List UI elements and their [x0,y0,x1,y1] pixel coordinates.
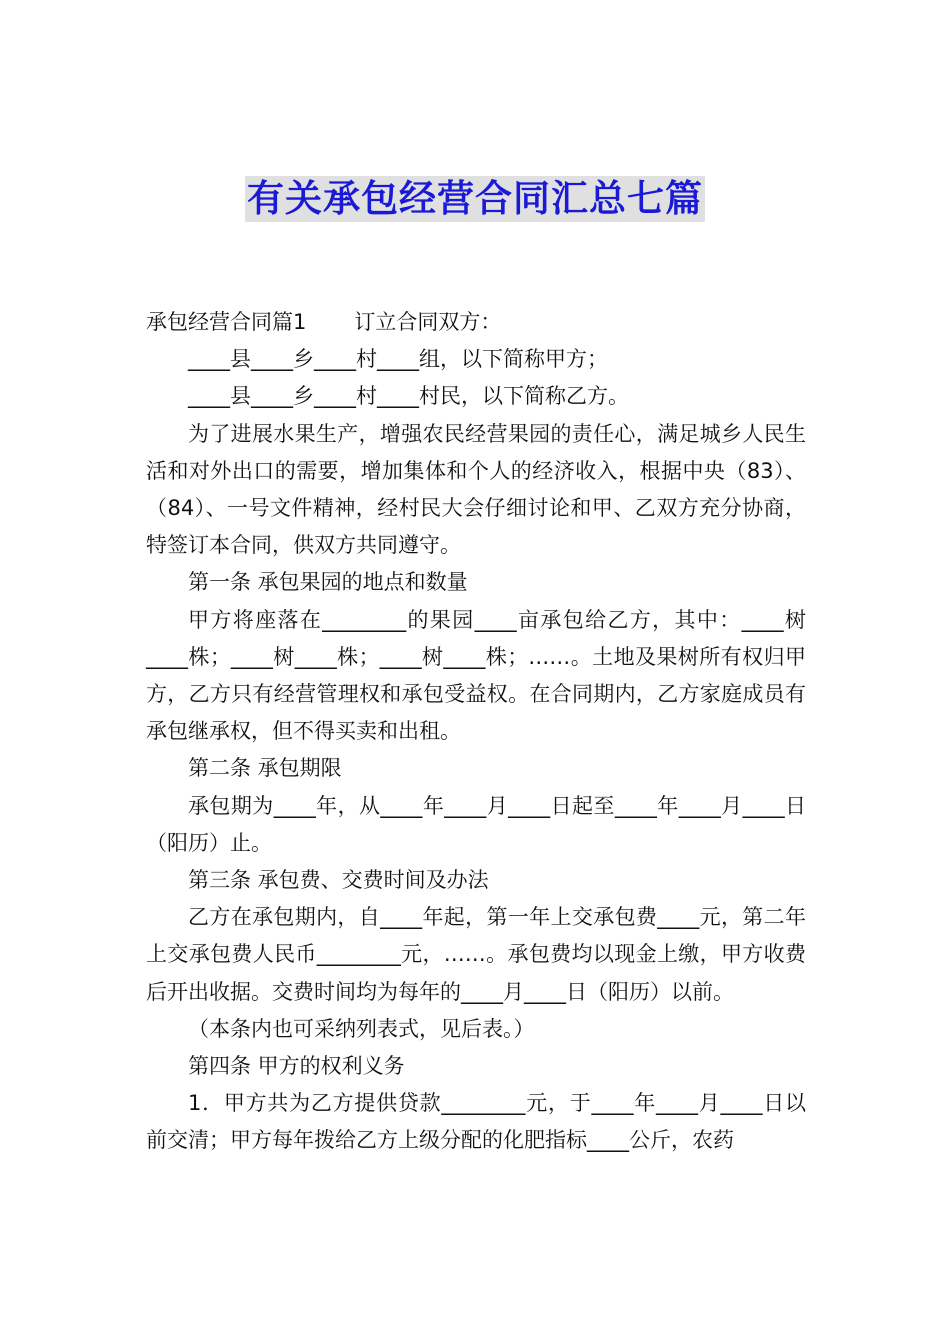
article-3-paragraph: 乙方在承包期内，自____年起，第一年上交承包费____元，第二年上交承包费人民币________元，……。承包费均以现金上缴，甲方收费后开出收据。交费时间均为每年的____月____日（阳历）以前。 [146,905,806,1004]
article-1-paragraph: 甲方将座落在________的果园____亩承包给乙方，其中：____树____株；____树____株；____树____株；……。土地及果树所有权归甲方，乙方只有经营管理权和承包受益权。在合同期内，乙方家庭成员有承包继承权，但不得买卖和出租。 [146,607,806,744]
contract-parties-label: 订立合同双方： [354,310,502,334]
party-b-line: ____县____乡____村____村民，以下简称乙方。 [188,384,629,409]
article-4-item-1: 1．甲方共为乙方提供贷款________元，于____年____月____日以前交清；甲方每年拨给乙方上级分配的化肥指标____公斤，农药 [146,1091,806,1153]
article-3-note: （本条内也可采纳列表式，见后表。） [188,1016,535,1041]
title-container [0,176,950,222]
article-2-heading: 第二条 承包期限 [188,756,342,781]
article-3-heading: 第三条 承包费、交费时间及办法 [188,868,489,893]
article-4-heading: 第四条 甲方的权利义务 [188,1054,405,1079]
preamble-paragraph: 为了进展水果生产，增强农民经营果园的责任心，满足城乡人民生活和对外出口的需要，增加集体和个人的经济收入，根据中央（83）、（84）、一号文件精神，经村民大会仔细讨论和甲、乙双方充分协商，特签订本合同，供双方共同遵守。 [146,421,806,558]
party-a-line: ____县____乡____村____组，以下简称甲方； [188,347,608,372]
document-title: 有关承包经营合同汇总七篇 [247,177,703,220]
document-body [146,304,806,1160]
contract-heading-line [146,304,806,341]
article-2-paragraph: 承包期为____年，从____年____月____日起至____年____月____日（阳历）止。 [146,793,806,855]
contract-heading: 承包经营合同篇1 [146,310,307,334]
article-1-heading: 第一条 承包果园的地点和数量 [188,570,468,595]
